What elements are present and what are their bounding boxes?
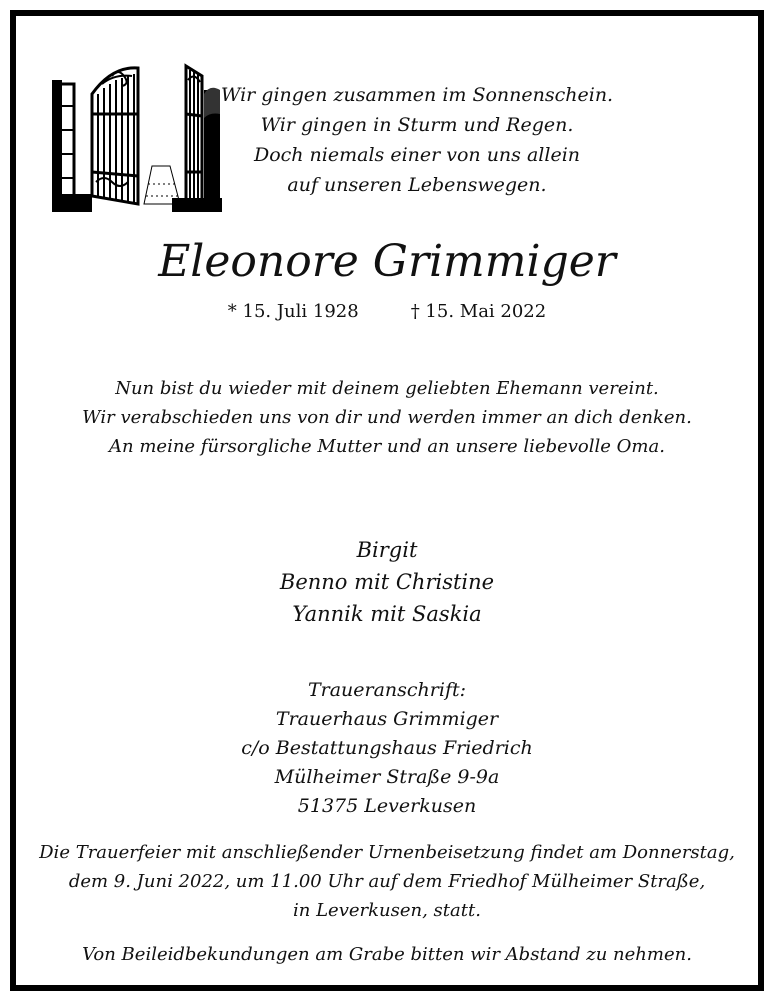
ceremony-line: dem 9. Juni 2022, um 11.00 Uhr auf dem Friedhof Mülheimer Straße,: [68, 871, 706, 892]
right-gate-door: [186, 66, 202, 208]
poem-line: Doch niemals einer von uns allein: [253, 144, 581, 166]
open-gate-illustration: [52, 54, 222, 214]
mourner: Benno mit Christine: [279, 570, 495, 594]
ceremony-line: Die Trauerfeier mit anschließender Urnenbeisetzung findet am Donnerstag,: [39, 842, 735, 863]
message-line: An meine fürsorgliche Mutter und an unsere liebevolle Oma.: [109, 436, 665, 457]
mourner: Birgit: [356, 538, 418, 562]
address-line: Mülheimer Straße 9-9a: [274, 766, 500, 788]
life-dates: [16, 300, 758, 324]
mourner: Yannik mit Saskia: [292, 602, 482, 626]
address-line: Trauerhaus Grimmiger: [275, 708, 499, 730]
message-line: Nun bist du wieder mit deinem geliebten Ehemann vereint.: [115, 378, 659, 399]
farewell-message: [16, 374, 758, 461]
poem-line: auf unseren Lebenswegen.: [287, 174, 547, 196]
message-line: Wir verabschieden uns von dir und werden immer an dich denken.: [82, 407, 692, 428]
mourning-address: [16, 676, 758, 821]
obituary-frame: [10, 10, 764, 991]
closing-note: Von Beileidbekundungen am Grabe bitten wir Abstand zu nehmen.: [82, 944, 692, 965]
mourners-list: [16, 534, 758, 630]
address-line: c/o Bestattungshaus Friedrich: [241, 737, 533, 759]
left-gate-door: [92, 68, 138, 204]
deceased-name: Eleonore Grimmiger: [158, 236, 616, 287]
stone-pillar: [52, 80, 92, 212]
birth-date: * 15. Juli 1928: [227, 301, 359, 322]
death-date: † 15. Mai 2022: [410, 301, 547, 322]
address-heading: Traueranschrift:: [307, 679, 467, 701]
address-line: 51375 Leverkusen: [297, 795, 477, 817]
poem-line: Wir gingen in Sturm und Regen.: [260, 114, 574, 136]
poem: [212, 80, 622, 200]
ceremony-line: in Leverkusen, statt.: [293, 900, 481, 921]
ceremony-notice: [16, 838, 758, 925]
poem-line: Wir gingen zusammen im Sonnenschein.: [220, 84, 614, 106]
